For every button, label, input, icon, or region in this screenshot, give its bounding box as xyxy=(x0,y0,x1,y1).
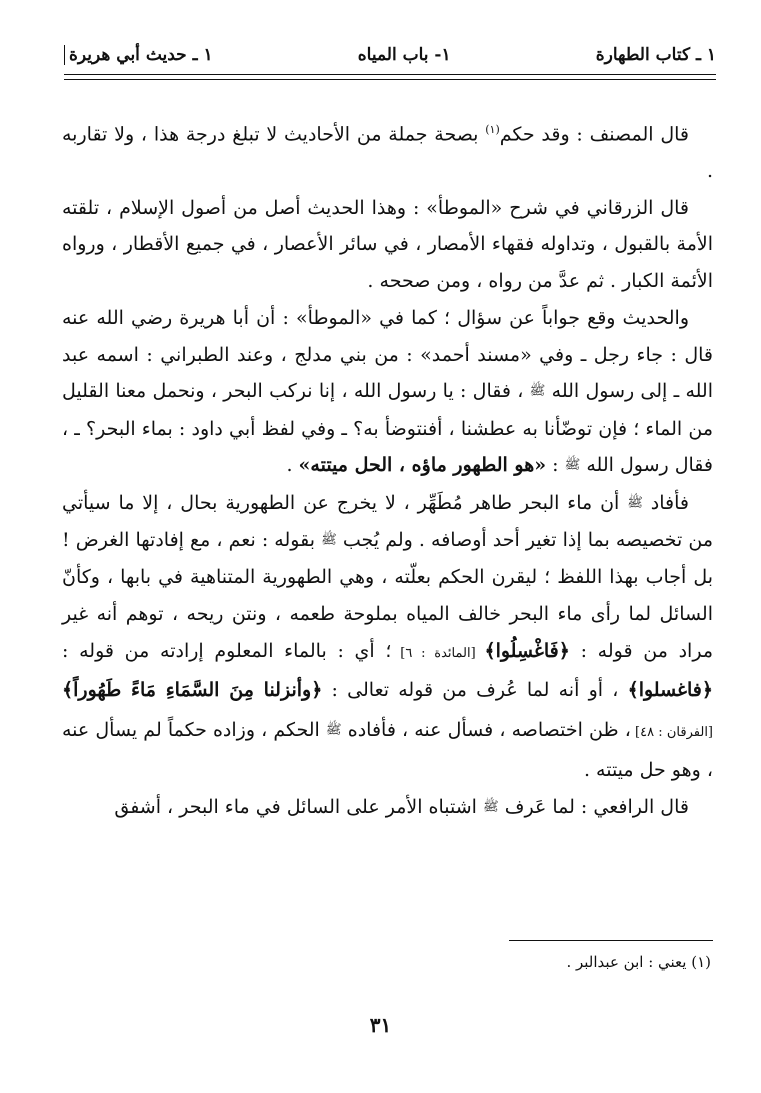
header-chapter-title: ١- باب المياه xyxy=(357,45,451,65)
text-run: فأفاد xyxy=(642,491,689,514)
salawat-glyph: ﷺ xyxy=(564,457,581,473)
footnote-marker: (١) xyxy=(485,123,500,136)
text-run: قال الرافعي : لما عَرف xyxy=(498,795,689,818)
quran-reference: [الفرقان : ٤٨] xyxy=(630,725,713,741)
salawat-glyph: ﷺ xyxy=(325,722,342,738)
text-run: بقوله : نعم ، مع إفادتها الغرض ! بل أجاب بهذا اللفظ ؛ ليقرن الحكم بعلّته ، وهي الطهورية المتناهية في بابها ، وكأنّ السائل لما رأى ماء البحر خالف المياه بملوحة طعمه ، ونتن ريحه ، توهم أنه غير مراد من قوله : xyxy=(62,528,713,662)
body-paragraph xyxy=(62,190,713,300)
salawat-glyph: ﷺ xyxy=(321,532,337,548)
salawat-glyph: ﷺ xyxy=(529,383,546,399)
footnote-separator xyxy=(509,940,713,941)
running-header xyxy=(64,40,716,70)
header-hadith-title: ١ ـ حديث أبي هريرة xyxy=(64,45,213,65)
footnote: (١) يعني : ابن عبدالبر . xyxy=(566,953,711,971)
text-run: . xyxy=(286,454,299,477)
salawat-glyph: ﷺ xyxy=(483,799,499,815)
text-run: ، أو أنه لما عُرف من قوله تعالى : xyxy=(322,679,628,702)
text-run: اشتباه الأمر على السائل في ماء البحر ، أشفق xyxy=(114,795,483,818)
bold-quote: ﴿فاغسلوا﴾ xyxy=(627,679,713,702)
bold-quote: «هو الطهور ماؤه ، الحل ميتته» xyxy=(298,454,547,477)
text-run: قال الزرقاني في شرح «الموطأ» : وهذا الحديث أصل من أصول الإسلام ، تلقته الأمة بالقبول ، وتداوله فقهاء الأمصار ، في سائر الأعصار ، في جميع الأقطار ، ورواه الأئمة الكبار . ثم عدَّ من رواه ، ومن صححه . xyxy=(62,196,713,293)
salawat-glyph: ﷺ xyxy=(627,495,643,511)
body-paragraph xyxy=(62,112,713,190)
header-book-title: ١ ـ كتاب الطهارة xyxy=(595,45,716,65)
body-paragraph xyxy=(62,485,713,789)
text-run: والحديث وقع جواباً عن سؤال ؛ كما في «الموطأ» : أن أبا هريرة رضي الله عنه قال : جاء رجل ـ وفي «مسند أحمد» : من بني مدلج ، وعند الطبراني : اسمه عبد الله ـ إلى رسول الله xyxy=(62,306,713,403)
text-run: ؛ أي : بالماء المعلوم إرادته من قوله : xyxy=(62,639,392,662)
text-run: ، فقال : يا رسول الله ، إنا نركب البحر ، ونحمل معنا القليل من الماء ؛ فإن توضّأنا به عطشنا ، أفنتوضأ به؟ ـ وفي لفظ أبي داود : بماء البحر؟ ـ ، فقال رسول الله xyxy=(62,380,713,477)
text-run: : xyxy=(546,454,565,477)
text-run: أن ماء البحر طاهر مُطَهِّر ، لا يخرج عن الطهورية بحال ، إلا ما سيأتي من تخصيصه بما إذا تغير أحد أوصافه . ولم يُجب xyxy=(62,491,714,551)
header-double-rule xyxy=(64,74,716,80)
text-run: قال المصنف : وقد حكم xyxy=(499,123,689,146)
text-run: الحكم ، وزاده حكماً لم يسأل عنه ، وهو حل ميتته . xyxy=(62,719,713,781)
bold-quote: ﴿وأنزلنا مِنَ السَّمَاءِ مَاءً طَهُوراً﴾ xyxy=(62,679,323,702)
body-text xyxy=(62,112,713,826)
bold-quote: ﴿فَاغْسِلُوا﴾ xyxy=(484,639,570,662)
quran-reference: [المائدة : ٦] xyxy=(391,645,485,661)
body-paragraph xyxy=(62,300,713,485)
text-run: ، ظن اختصاصه ، فسأل عنه ، فأفاده xyxy=(341,719,631,742)
page-number: ٣١ xyxy=(369,1013,392,1037)
body-paragraph xyxy=(62,789,713,826)
text-run: بصحة جملة من الأحاديث لا تبلغ درجة هذا ، ولا تقاربه . xyxy=(62,123,713,183)
